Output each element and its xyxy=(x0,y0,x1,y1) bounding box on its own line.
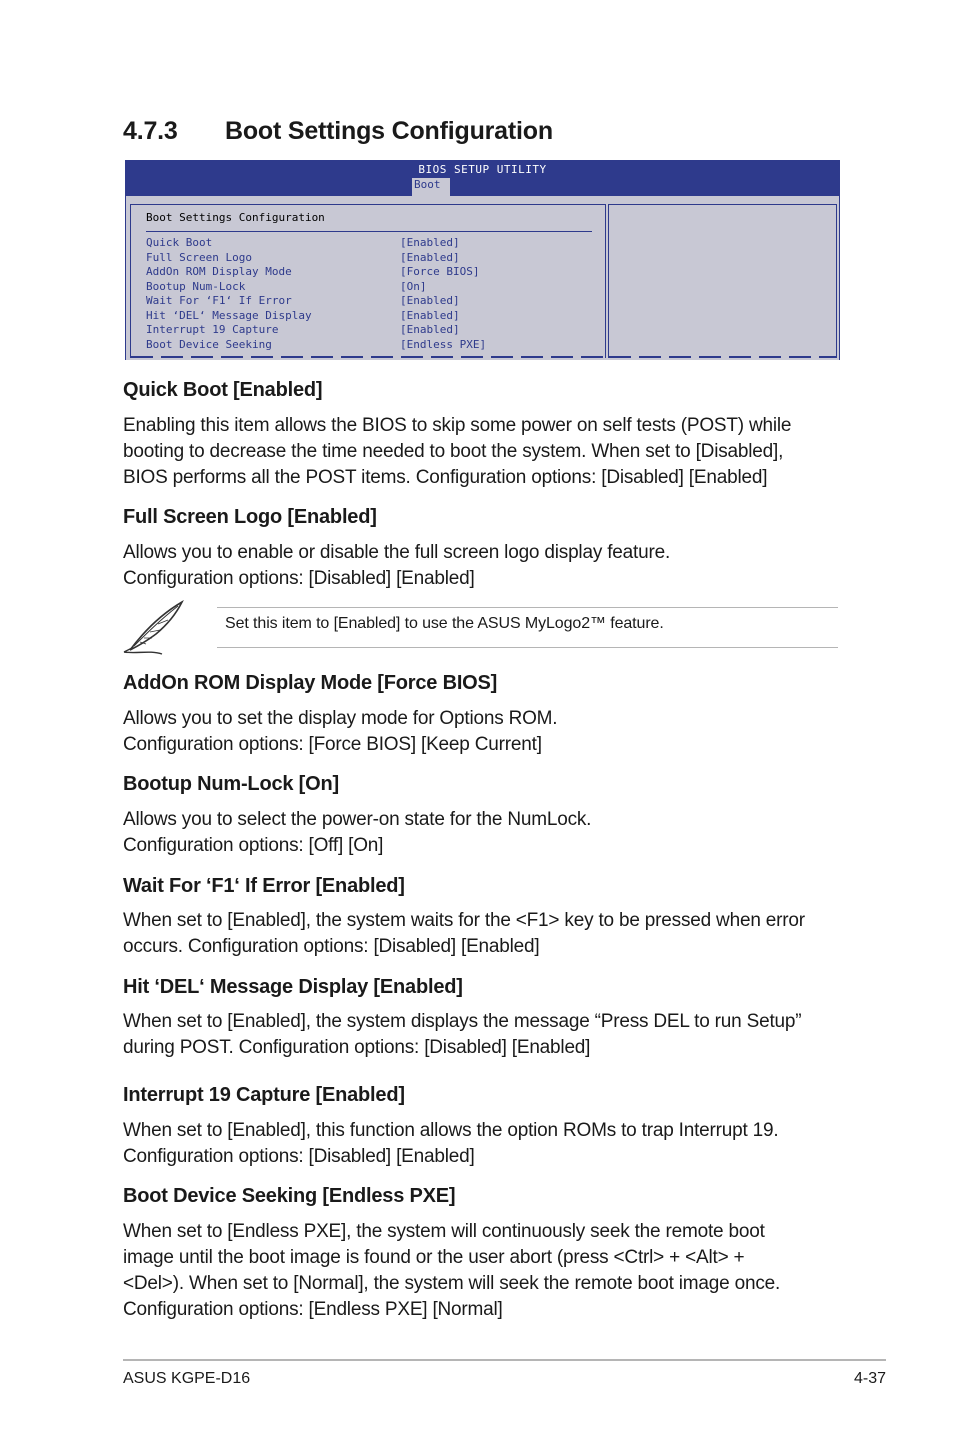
text-line: Allows you to select the power-on state for the NumLock. xyxy=(123,809,592,830)
bios-settings-panel xyxy=(130,204,606,358)
text-line: Configuration options: [Endless PXE] [Normal] xyxy=(123,1299,503,1320)
text-line: Configuration options: [Disabled] [Enabled] xyxy=(123,1146,475,1167)
bios-item-value: [Enabled] xyxy=(400,308,460,322)
bios-item-label: Interrupt 19 Capture xyxy=(146,323,279,336)
bios-item-interrupt-19-capture[interactable] xyxy=(146,323,486,338)
bios-item-label: Wait For ‘F1‘ If Error xyxy=(146,294,292,307)
text-line: Configuration options: [Off] [On] xyxy=(123,835,384,856)
bios-divider xyxy=(146,231,592,232)
text-line: Enabling this item allows the BIOS to skip some power on self tests (POST) while xyxy=(123,415,792,436)
subheading-interrupt-19: Interrupt 19 Capture [Enabled] xyxy=(123,1084,405,1106)
text-line: Allows you to enable or disable the full screen logo display feature. xyxy=(123,542,671,563)
bios-item-label: Full Screen Logo xyxy=(146,250,252,264)
text-line: Configuration options: [Disabled] [Enabled] xyxy=(123,568,475,589)
text-line: booting to decrease the time needed to boot the system. When set to [Disabled], xyxy=(123,441,784,462)
text-line: When set to [Enabled], the system displays the message “Press DEL to run Setup” xyxy=(123,1011,802,1032)
bios-item-value: [On] xyxy=(400,279,427,293)
section-title: Boot Settings Configuration xyxy=(225,117,553,145)
bios-item-boot-device-seeking[interactable] xyxy=(146,338,486,353)
subheading-addon-rom: AddOn ROM Display Mode [Force BIOS] xyxy=(123,672,498,694)
text-line: <Del>). When set to [Normal], the system will seek the remote boot image once. xyxy=(123,1273,781,1294)
paragraph-hit-del-message xyxy=(123,1009,853,1061)
bios-item-label: AddOn ROM Display Mode xyxy=(146,265,292,278)
feather-quill-icon xyxy=(122,598,186,656)
bios-item-quick-boot[interactable] xyxy=(146,236,486,251)
paragraph-addon-rom xyxy=(123,706,853,758)
subheading-wait-for-f1: Wait For ‘F1‘ If Error [Enabled] xyxy=(123,875,405,897)
text-line: during POST. Configuration options: [Disabled] [Enabled] xyxy=(123,1037,591,1058)
subheading-boot-device-seeking: Boot Device Seeking [Endless PXE] xyxy=(123,1185,456,1207)
text-line: When set to [Enabled], the system waits for the <F1> key to be pressed when error xyxy=(123,910,805,931)
bios-item-list xyxy=(146,236,486,352)
bios-item-label: Bootup Num-Lock xyxy=(146,279,246,293)
paragraph-wait-for-f1 xyxy=(123,908,853,960)
bios-screenshot xyxy=(125,160,840,360)
note-bottom-rule xyxy=(217,647,838,648)
text-line: Configuration options: [Force BIOS] [Keep Current] xyxy=(123,734,542,755)
bios-item-hit-del-message[interactable] xyxy=(146,309,486,324)
paragraph-interrupt-19 xyxy=(123,1118,853,1170)
note-text: Set this item to [Enabled] to use the ASUS MyLogo2™ feature. xyxy=(225,615,664,632)
bios-title: BIOS SETUP UTILITY xyxy=(418,163,547,176)
bios-item-value: [Enabled] xyxy=(400,236,460,249)
section-number: 4.7.3 xyxy=(123,117,178,145)
bios-item-label: Hit ‘DEL‘ Message Display xyxy=(146,308,312,322)
footer-product-name: ASUS KGPE-D16 xyxy=(123,1370,251,1387)
paragraph-boot-device-seeking xyxy=(123,1219,853,1323)
text-line: Allows you to set the display mode for Options ROM. xyxy=(123,708,558,729)
bios-item-full-screen-logo[interactable] xyxy=(146,251,486,266)
note-top-rule xyxy=(217,607,838,608)
text-line: image until the boot image is found or the user abort (press <Ctrl> + <Alt> + xyxy=(123,1247,745,1268)
bios-item-value: [Enabled] xyxy=(400,323,460,336)
bios-item-label: Boot Device Seeking xyxy=(146,337,272,351)
subheading-quick-boot: Quick Boot [Enabled] xyxy=(123,379,323,401)
text-line: occurs. Configuration options: [Disabled] [Enabled] xyxy=(123,936,540,957)
bios-dashed-edge xyxy=(131,356,605,358)
paragraph-quick-boot xyxy=(123,413,853,491)
bios-item-label: Quick Boot xyxy=(146,236,213,249)
bios-item-value: [Endless PXE] xyxy=(400,337,487,351)
text-line: BIOS performs all the POST items. Configuration options: [Disabled] [Enabled] xyxy=(123,467,768,488)
subheading-hit-del-message: Hit ‘DEL‘ Message Display [Enabled] xyxy=(123,976,463,998)
text-line: When set to [Enabled], this function allows the option ROMs to trap Interrupt 19. xyxy=(123,1120,779,1141)
footer-page-number: 4-37 xyxy=(853,1370,886,1387)
bios-dashed-edge xyxy=(609,356,836,358)
bios-title-bar xyxy=(126,161,839,196)
section-heading xyxy=(123,117,553,146)
bios-item-bootup-num-lock[interactable] xyxy=(146,280,486,295)
subheading-full-screen-logo: Full Screen Logo [Enabled] xyxy=(123,506,377,528)
bios-item-wait-for-f1[interactable] xyxy=(146,294,486,309)
paragraph-bootup-num-lock xyxy=(123,807,853,859)
bios-item-value: [Force BIOS] xyxy=(400,265,480,278)
bios-body xyxy=(126,196,839,360)
bios-panel-heading: Boot Settings Configuration xyxy=(146,211,325,224)
bios-tab-boot[interactable]: Boot xyxy=(412,178,450,196)
text-line: When set to [Endless PXE], the system will continuously seek the remote boot xyxy=(123,1221,765,1242)
footer-rule xyxy=(123,1359,886,1361)
bios-item-value: [Enabled] xyxy=(400,294,460,307)
bios-item-value: [Enabled] xyxy=(400,250,460,264)
subheading-bootup-num-lock: Bootup Num-Lock [On] xyxy=(123,773,339,795)
paragraph-full-screen-logo xyxy=(123,540,853,592)
bios-help-panel xyxy=(608,204,837,358)
bios-item-addon-rom-display-mode[interactable] xyxy=(146,265,486,280)
